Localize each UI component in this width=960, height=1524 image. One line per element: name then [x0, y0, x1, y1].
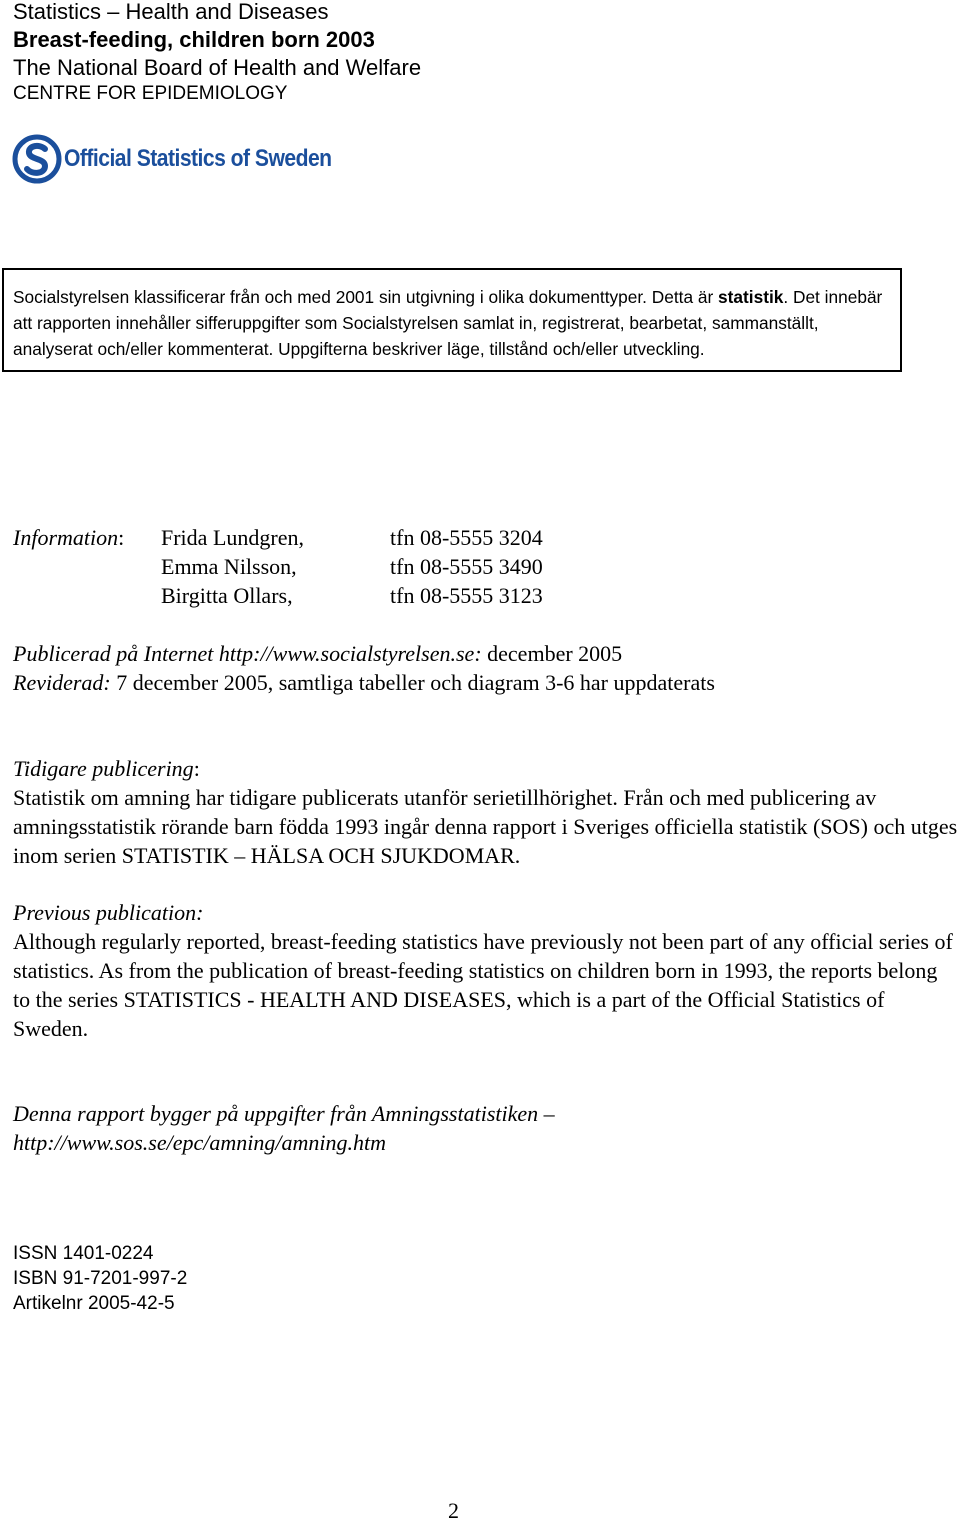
source-statement: Denna rapport bygger på uppgifter från Amningsstatistiken – [13, 1101, 555, 1126]
revised-label: Reviderad: [13, 670, 111, 695]
earlier-publication-text: Statistik om amning har tidigare publicerats utanför serietillhörighet. Från och med publicering av amningsstatistik rörande barn födda 1993 ingår denna rapport i Sveriges officiella statistik (SOS) och utges inom serien STATISTIK – HÄLSA OCH SJUKDOMAR. [13, 785, 958, 868]
published-label: Publicerad på Internet http://www.socialstyrelsen.se: [13, 641, 482, 666]
report-series-title: Statistics – Health and Diseases [13, 0, 329, 24]
revised-text: 7 december 2005, samtliga tabeller och diagram 3-6 har uppdaterats [110, 670, 715, 695]
issn: ISSN 1401-0224 [13, 1243, 154, 1264]
contact-name: Emma Nilsson, [161, 554, 297, 579]
official-statistics-logo [12, 134, 368, 184]
contact-name: Frida Lundgren, [161, 525, 304, 550]
earlier-publication-label: Tidigare publicering [13, 756, 194, 781]
information-colon: : [118, 525, 125, 550]
notice-text-part2: . Det innebär att rapporten innehåller sifferuppgifter som Socialstyrelsen samlat in, registrerat, bearbetat, sammanställt, analyserat och/eller kommenterat. Uppgifterna beskriver läge, tillstånd och/eller utveckling. [13, 287, 883, 359]
information-label [13, 523, 124, 552]
notice-text [13, 284, 893, 362]
document-type-notice [2, 268, 902, 372]
previous-publication-text: Although regularly reported, breast-feeding statistics have previously not been part of any official series of statistics. As from the publication of breast-feeding statistics on children born in 1993, the reports belong to the series STATISTICS - HEALTH AND DISEASES, which is a part of the Official Statistics of Sweden. [13, 929, 953, 1041]
earlier-publication-heading [13, 754, 200, 783]
contact-phone: tfn 08-5555 3123 [390, 583, 543, 608]
source-url: http://www.sos.se/epc/amning/amning.htm [13, 1130, 386, 1155]
information-label-text: Information [13, 525, 119, 550]
published-line [13, 639, 622, 668]
contact-phone: tfn 08-5555 3204 [390, 525, 543, 550]
publisher-name: The National Board of Health and Welfare [13, 55, 422, 80]
notice-text-part1: Socialstyrelsen klassificerar från och med 2001 sin utgivning i olika dokumenttyper. Detta är [13, 287, 719, 307]
logo-text: Official Statistics of Sweden [64, 145, 332, 172]
published-date: december 2005 [481, 641, 623, 666]
earlier-publication-colon: : [193, 756, 200, 781]
previous-publication-heading: Previous publication: [13, 900, 204, 925]
sos-emblem-icon [12, 134, 62, 184]
article-number: Artikelnr 2005-42-5 [13, 1293, 175, 1314]
report-title: Breast-feeding, children born 2003 [13, 27, 375, 52]
revised-line [13, 668, 715, 697]
page-number: 2 [448, 1498, 459, 1523]
publisher-department: CENTRE FOR EPIDEMIOLOGY [13, 83, 288, 104]
contact-name: Birgitta Ollars, [161, 583, 293, 608]
isbn: ISBN 91-7201-997-2 [13, 1268, 188, 1289]
notice-keyword: statistik [718, 287, 784, 307]
contact-phone: tfn 08-5555 3490 [390, 554, 543, 579]
